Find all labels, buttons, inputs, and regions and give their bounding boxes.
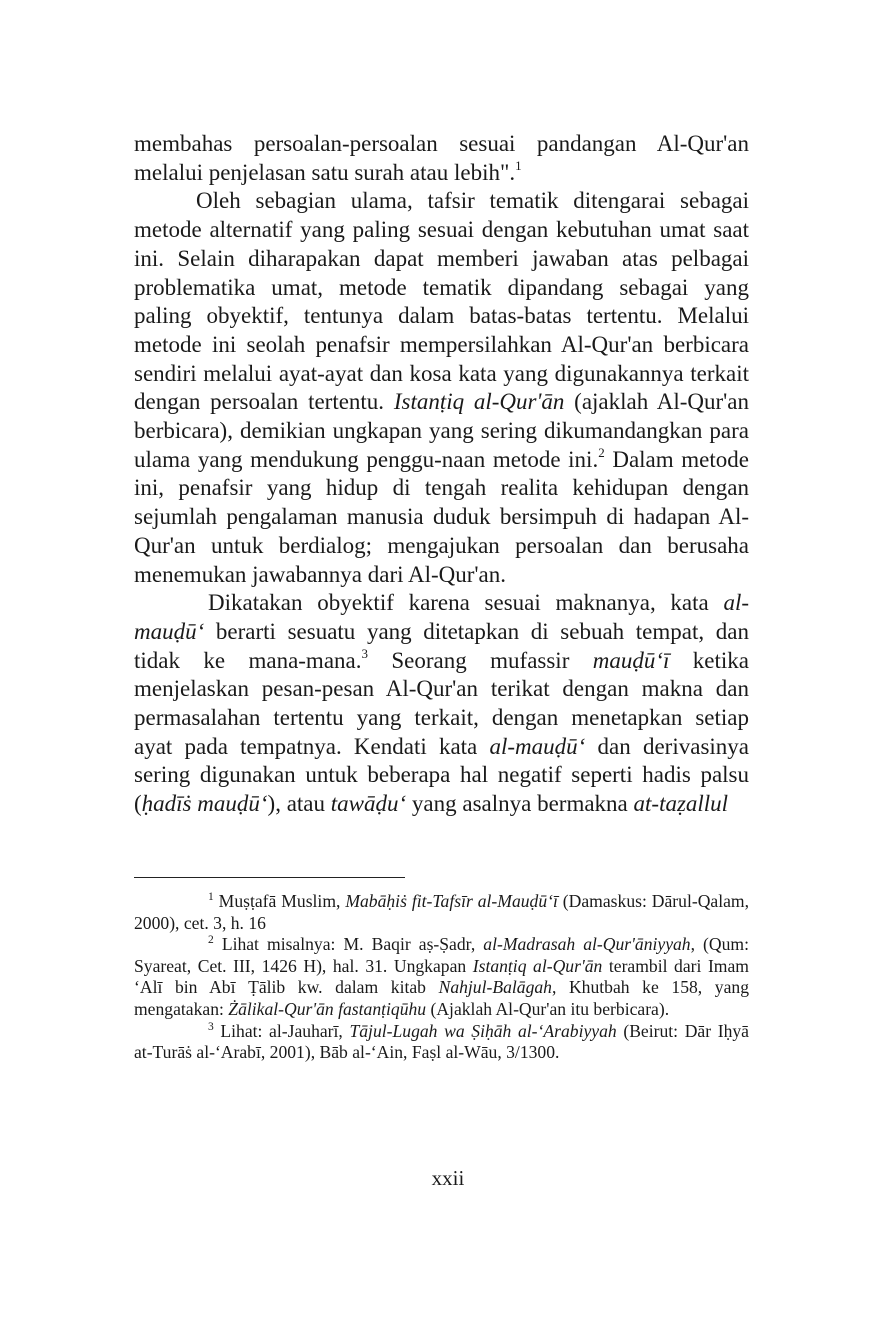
footnotes [134,891,749,1064]
footnote-ref-3: 3 [361,645,368,661]
main-text [134,130,749,819]
paragraph-2: Oleh sebagian ulama, tafsir tematik ditengarai sebagai metode alternatif yang paling sesuai dengan kebutuhan umat saat ini. Selain diharapakan dapat memberi jawaban atas pelbagai problematika umat, metode tematik dipandang sebagai yang paling obyektif, tentunya dalam batas-batas tertentu. Melalui metode ini seolah penafsir mempersilahkan Al-Qur'an berbicara sendiri melalui ayat-ayat dan kosa kata yang digunakannya terkait dengan persoalan tertentu. Istanṭiq al-Qur'ān (ajaklah Al-Qur'an berbicara), demikian ungkapan yang sering dikumandangkan para ulama yang mendukung penggu-naan metode ini.$^2$ Dalam metode ini, penafsir yang hidup di tengah realita kehidupan dengan sejumlah pengalaman manusia duduk bersimpuh di hadapan Al-Qur'an untuk berdialog; mengajukan persoalan dan berusaha menemukan jawabannya dari Al-Qur'an. [134,188,750,587]
italic-term: al-mauḍū‘ [134,590,749,644]
italic-term: al-mauḍū‘ [489,733,586,759]
footnote-ref-1: 1 [515,157,522,173]
page-number: xxii [431,1166,465,1190]
italic-term: ḥadīṡ mauḍū‘ [141,791,268,817]
footnote-ref-2: 2 [598,444,605,460]
italic-term: Istanṭiq al-Qur'ān [393,389,565,415]
footnote-2: $^2$ Lihat misalnya: M. Baqir aṣ-Ṣadr, al-Madrasah al-Qur'āniyyah, (Qum: Syareat, Cet. III, 1426 H), hal. 31. Ungkapan Istanṭiq al-Qur'ān terambil dari Imam ‘Alī bin Abī Ṭālib kw. dalam kitab Nahjul-Balāgah, Khutbah ke 158, yang mengatakan: Żālikal-Qur'ān fastanṭiqūhu (Ajaklah Al-Qur'an itu berbicara). [134,934,749,1019]
italic-term: mauḍū‘ī [592,647,670,673]
footnote-3: $^3$ Lihat: al-Jauharī, Tājul-Lugah wa Ṣiḥāh al-‘Arabiyyah (Beirut: Dār Iḥyā at-Turāṡ al-‘Arabī, 2001), Bāb al-‘Ain, Faṣl al-Wāu, 3/1300. [134,1020,749,1063]
footnote-1: $^1$ Muṣṭafā Muslim, Mabāḥiṡ fit-Tafsīr al-Mauḍū‘ī (Damaskus: Dārul-Qalam, 2000), cet. 3, h. 16 [134,891,749,933]
italic-term: tawāḍu‘ [330,791,407,817]
italic-term: at-taẓallul [633,791,729,817]
paragraph-3: Dikatakan obyektif karena sesuai maknanya, kata al-mauḍū‘ berarti sesuatu yang ditetapkan di sebuah tempat, dan tidak ke mana-mana.$^3$ Seorang mufassir mauḍū‘ī ketika menjelaskan pesan-pesan Al-Qur'an terikat dengan makna dan permasalahan tertentu yang terkait, dengan menetapkan setiap ayat pada tempatnya. Kendati kata al-mauḍū‘ dan derivasinya sering digunakan untuk beberapa hal negatif seperti hadis palsu (ḥadīṡ mauḍū‘), atau tawāḍu‘ yang asalnya bermakna at-taẓallul [134,590,749,817]
footnote-divider [134,877,405,878]
paragraph-1: membahas persoalan-persoalan sesuai pandangan Al-Qur'an melalui penjelasan satu surah atau lebih".$^1$ [134,131,749,185]
